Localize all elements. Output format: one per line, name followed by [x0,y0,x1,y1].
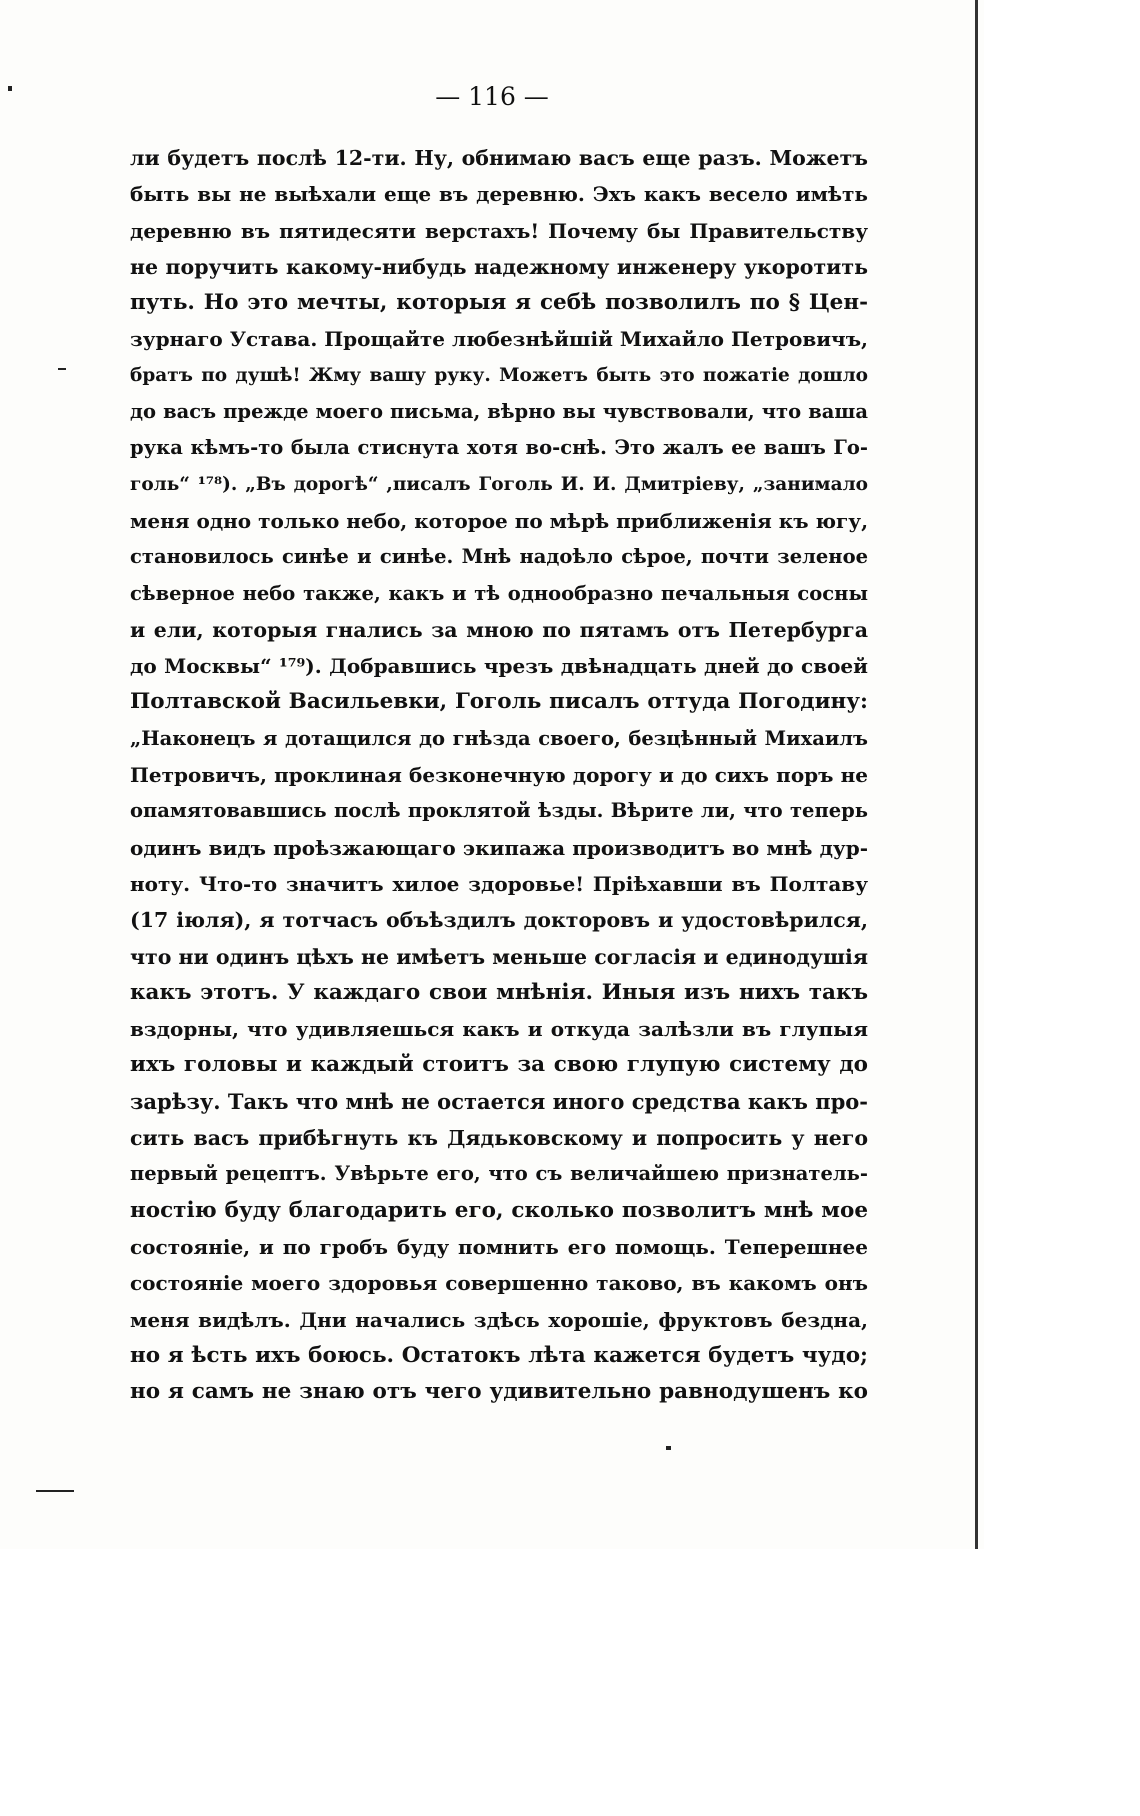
body-text [130,140,868,1410]
text-line: состояніе моего здоровья совершенно таково, въ какомъ онъ [130,1271,868,1296]
text-line: и ели, которыя гнались за мною по пятамъ отъ Петербурга [130,617,868,642]
text-line: но я самъ не знаю отъ чего удивительно равнодушенъ ко [130,1379,868,1405]
text-line: до Москвы“ ¹⁷⁹). Добравшись чрезъ двѣнадцать дней до своей [130,654,868,679]
text-line: (17 іюля), я тотчасъ объѣздилъ докторовъ и удостовѣрился, [130,908,868,933]
text-line: путь. Но это мечты, которыя я себѣ позволилъ по § Цен- [130,290,868,316]
text-line: до васъ прежде моего письма, вѣрно вы чувствовали, что ваша [130,400,868,424]
text-line: одинъ видъ проѣзжающаго экипажа производитъ во мнѣ дур- [130,835,868,860]
text-line: зурнаго Устава. Прощайте любезнѣйшій Михайло Петровичъ, [130,327,868,352]
text-line: становилось синѣе и синѣе. Мнѣ надоѣло сѣрое, почти зеленое [130,545,868,569]
text-line: голь“ ¹⁷⁸). „Въ дорогѣ“ ,писалъ Гоголь И. И. Дмитріеву, „занимало [130,473,868,495]
text-line: Полтавской Васильевки, Гоголь писалъ оттуда Погодину: [130,689,868,715]
text-line: сѣверное небо также, какъ и тѣ однообразно печальныя сосны [130,581,868,605]
text-line: сить васъ прибѣгнуть къ Дядьковскому и попросить у него [130,1126,868,1151]
text-line: вздорны, что удивляешься какъ и откуда залѣзли въ глупыя [130,1017,868,1042]
text-line: не поручить какому-нибудь надежному инженеру укоротить [130,254,868,279]
text-line: меня одно только небо, которое по мѣрѣ приближенія къ югу, [130,508,868,533]
text-line: что ни одинъ цѣхъ не имѣетъ меньше согласія и единодушія [130,944,868,969]
text-line: ихъ головы и каждый стоитъ за свою глупую систему до [130,1052,868,1078]
text-line: рука кѣмъ-то была стиснута хотя во-снѣ. Это жалъ ее вашъ Го- [130,436,868,460]
text-line: братъ по душѣ! Жму вашу руку. Можетъ быть это пожатіе дошло [130,364,868,386]
text-line: деревню въ пятидесяти верстахъ! Почему бы Правительству [130,218,868,243]
text-line: состояніе, и по гробъ буду помнить его помощь. Теперешнее [130,1234,868,1259]
page-edge-rule [975,0,978,1549]
text-line: первый рецептъ. Увѣрьте его, что съ величайшею признатель- [130,1162,868,1186]
margin-speck-bottom [666,1446,671,1450]
text-line: но я ѣсть ихъ боюсь. Остатокъ лѣта кажется будетъ чудо; [130,1342,868,1368]
text-line: ностію буду благодарить его, сколько позволитъ мнѣ мое [130,1197,868,1223]
text-line: зарѣзу. Такъ что мнѣ не остается иного средства какъ про- [130,1088,868,1114]
text-line: ли будетъ послѣ 12-ти. Ну, обнимаю васъ еще разъ. Можетъ [130,146,868,170]
text-line: Петровичъ, проклиная безконечную дорогу и до сихъ поръ не [130,763,868,788]
text-line: ноту. Что-то значитъ хилое здоровье! Пріѣхавши въ Полтаву [130,871,868,896]
margin-rule-bottom-left [36,1490,74,1492]
text-line: „Наконецъ я дотащился до гнѣзда своего, безцѣнный Михаилъ [130,726,868,750]
text-line: быть вы не выѣхали еще въ деревню. Эхъ какъ весело имѣть [130,182,868,207]
text-line: какъ этотъ. У каждаго свои мнѣнія. Иныя изъ нихъ такъ [130,979,868,1005]
margin-dash-left [58,368,66,370]
text-line: меня видѣлъ. Дни начались здѣсь хорошіе, фруктовъ бездна, [130,1307,868,1332]
page-number: — 116 — [435,82,549,111]
text-line: опамятовавшись послѣ проклятой ѣзды. Вѣрите ли, что теперь [130,799,868,823]
